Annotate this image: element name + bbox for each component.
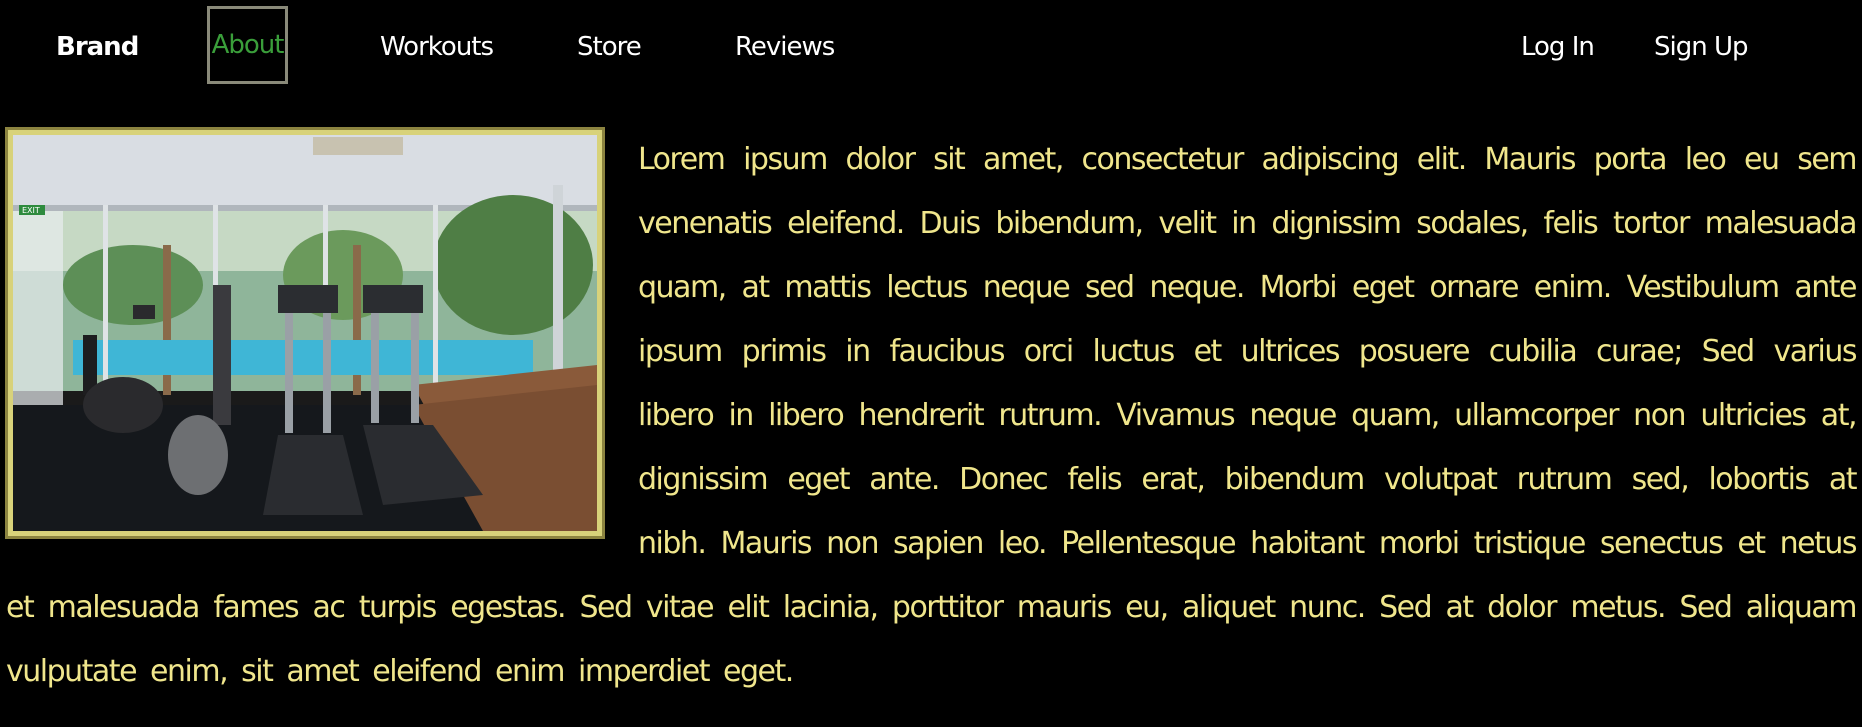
nav-about-label[interactable]: About	[211, 30, 284, 60]
main-content	[0, 128, 1862, 704]
gym-photo-illustration	[13, 135, 597, 531]
elliptical-machine	[168, 415, 228, 495]
pool	[73, 340, 533, 375]
bike-console	[133, 305, 155, 319]
window-mullion	[433, 205, 438, 405]
nav-reviews[interactable]: Reviews	[735, 32, 835, 62]
elliptical-post	[213, 285, 231, 425]
ceiling	[13, 135, 597, 205]
brand-link[interactable]: Brand	[56, 32, 139, 62]
treadmill-rail	[285, 313, 293, 433]
left-wall	[13, 211, 63, 421]
login-link[interactable]: Log In	[1521, 32, 1594, 62]
signup-link[interactable]: Sign Up	[1654, 32, 1748, 62]
treadmill-console	[278, 285, 338, 313]
window-mullion	[103, 205, 108, 405]
about-paragraph: Lorem ipsum dolor sit amet, consectetur adipiscing elit. Mauris porta leo eu sem venenatis eleifend. Duis bibendum, velit in dignissim sodales, felis tortor malesuada quam, at mattis lectus neque sed neque. Morbi eget ornare enim. Vestibulum ante ipsum primis in faucibus orci luctus et ultrices posuere cubilia curae; Sed varius libero in libero hendrerit rutrum. Vivamus neque quam, ullamcorper non ultricies at, dignissim eget ante. Donec felis erat, bibendum volutpat rutrum sed, lobortis at nibh. Mauris non sapien leo. Pellentesque habitant morbi tristique senectus et netus et malesuada fames ac turpis egestas. Sed vitae elit lacinia, porttitor mauris eu, aliquet nunc. Sed at dolor metus. Sed aliquam vulputate enim, sit amet eleifend enim imperdiet eget.	[6, 142, 1856, 689]
tree-right	[433, 195, 593, 335]
exercise-bike	[83, 377, 163, 433]
nav-store[interactable]: Store	[577, 32, 641, 62]
treadmill-rail	[411, 313, 419, 423]
treadmill-rail	[323, 313, 331, 433]
gym-photo	[8, 130, 602, 536]
top-navbar	[0, 0, 1862, 96]
treadmill-rail	[371, 313, 379, 423]
nav-about-active[interactable]	[207, 6, 288, 84]
nav-workouts[interactable]: Workouts	[380, 32, 494, 62]
air-conditioner	[313, 137, 403, 155]
treadmill-console	[363, 285, 423, 313]
exit-sign-text: EXIT	[22, 206, 40, 215]
